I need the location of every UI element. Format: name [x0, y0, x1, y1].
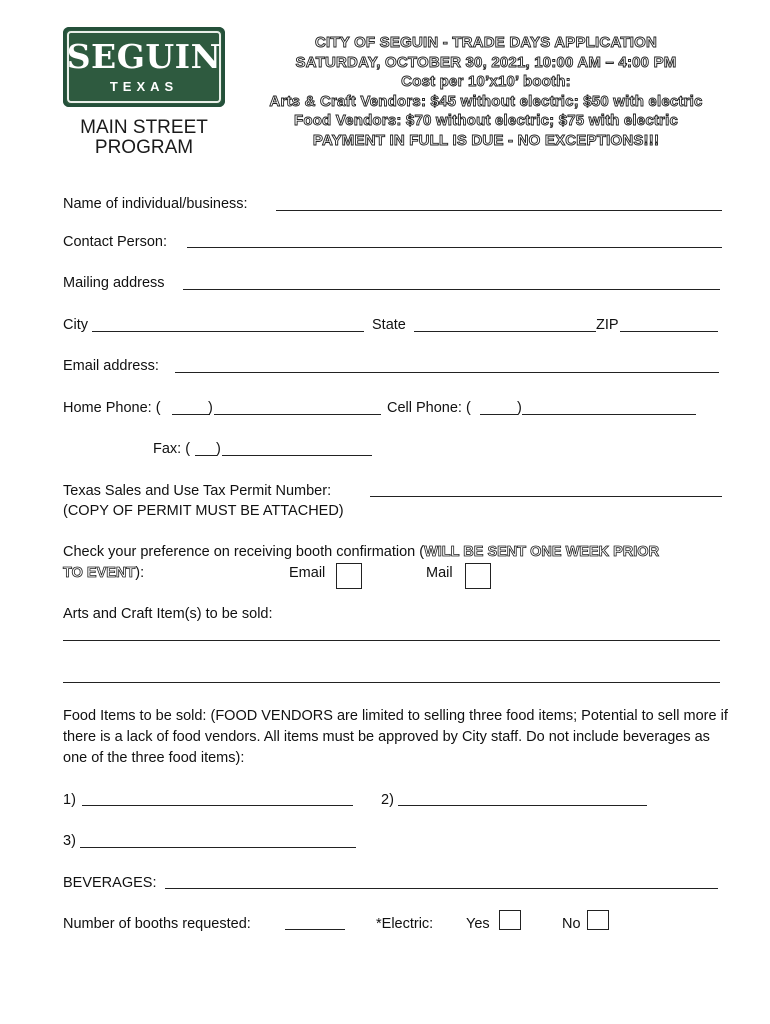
state-field[interactable]: [414, 331, 596, 332]
state-label: State: [372, 317, 406, 333]
food-item-1-field[interactable]: [82, 805, 353, 806]
electric-no-checkbox[interactable]: [587, 910, 609, 930]
fax-label: Fax: (: [153, 441, 191, 457]
email-field[interactable]: [175, 372, 719, 373]
cell-phone-label: Cell Phone: (: [387, 400, 471, 416]
arts-items-field-2[interactable]: [63, 682, 720, 683]
food-item-1-label: 1): [63, 792, 76, 808]
cell-phone-field[interactable]: [522, 414, 696, 415]
email-checkbox[interactable]: [336, 563, 362, 589]
header-payment-note: PAYMENT IN FULL IS DUE - NO EXCEPTIONS!!!: [312, 131, 660, 149]
arts-items-label: Arts and Craft Item(s) to be sold:: [63, 606, 273, 622]
city-label: City: [63, 317, 88, 333]
home-phone-paren: ): [208, 400, 213, 416]
home-phone-label: Home Phone: (: [63, 400, 161, 416]
home-area-code-field[interactable]: [172, 414, 210, 415]
cell-phone-paren: ): [517, 400, 522, 416]
food-item-3-label: 3): [63, 833, 76, 849]
name-field[interactable]: [276, 210, 722, 211]
preference-timing-note-cont: TO EVENT: [63, 565, 136, 581]
zip-label: ZIP: [596, 317, 619, 333]
email-option-label: Email: [289, 565, 326, 581]
mail-option-label: Mail: [426, 565, 453, 581]
email-label: Email address:: [63, 358, 159, 374]
program-line-1: MAIN STREET: [80, 117, 208, 138]
mailing-label: Mailing address: [63, 275, 165, 291]
application-header: [238, 33, 734, 150]
food-item-3-field[interactable]: [80, 847, 356, 848]
tax-permit-label: Texas Sales and Use Tax Permit Number:: [63, 483, 332, 499]
food-item-2-label: 2): [381, 792, 394, 808]
seguin-logo: [63, 27, 225, 107]
program-line-2: PROGRAM: [94, 137, 194, 158]
arts-items-field-1[interactable]: [63, 640, 720, 641]
city-field[interactable]: [92, 331, 364, 332]
fax-paren: ): [216, 441, 221, 457]
preference-close: ):: [135, 565, 145, 581]
food-item-2-field[interactable]: [398, 805, 647, 806]
beverages-label: BEVERAGES:: [63, 875, 157, 891]
fax-area-code-field[interactable]: [195, 455, 217, 456]
header-cost: Cost per 10’x10’ booth:: [401, 73, 571, 90]
preference-label-cont: [63, 564, 144, 582]
booths-label: Number of booths requested:: [63, 916, 251, 932]
mailing-field[interactable]: [183, 289, 720, 290]
header-title: CITY OF SEGUIN - TRADE DAYS APPLICATION: [315, 34, 657, 51]
tax-permit-note: (COPY OF PERMIT MUST BE ATTACHED): [63, 503, 344, 519]
mail-checkbox[interactable]: [465, 563, 491, 589]
electric-yes-checkbox[interactable]: [499, 910, 521, 930]
tax-permit-field[interactable]: [370, 496, 722, 497]
food-items-instructions: Food Items to be sold: (FOOD VENDORS are limited to selling three food items; Potential to sell more if there is a lack of food vendors. All items must be approved by City staff. Do not include beverages as one of the three food items):: [63, 708, 728, 766]
cell-area-code-field[interactable]: [480, 414, 518, 415]
home-phone-field[interactable]: [214, 414, 381, 415]
fax-field[interactable]: [222, 455, 372, 456]
electric-yes-label: Yes: [466, 916, 490, 932]
header-date: SATURDAY, OCTOBER 30, 2021, 10:00 AM – 4:00 PM: [295, 53, 677, 71]
electric-label: *Electric:: [376, 916, 434, 932]
electric-no-label: No: [562, 916, 581, 932]
preference-timing-note: WILL BE SENT ONE WEEK PRIOR: [424, 544, 660, 560]
contact-field[interactable]: [187, 247, 722, 248]
contact-label: Contact Person:: [63, 234, 167, 250]
logo-subtitle: TEXAS: [109, 79, 179, 94]
name-label: Name of individual/business:: [63, 196, 248, 212]
header-food-fee: Food Vendors: $70 without electric; $75 with electric: [293, 112, 679, 129]
preference-label: [63, 543, 659, 561]
zip-field[interactable]: [620, 331, 718, 332]
program-name: [63, 118, 225, 158]
logo-wordmark: SEGUIN: [66, 37, 222, 76]
header-arts-fee: Arts & Craft Vendors: $45 without electric; $50 with electric: [269, 92, 703, 110]
beverages-field[interactable]: [165, 888, 718, 889]
preference-text: Check your preference on receiving booth confirmation (: [63, 544, 425, 560]
booths-field[interactable]: [285, 929, 345, 930]
